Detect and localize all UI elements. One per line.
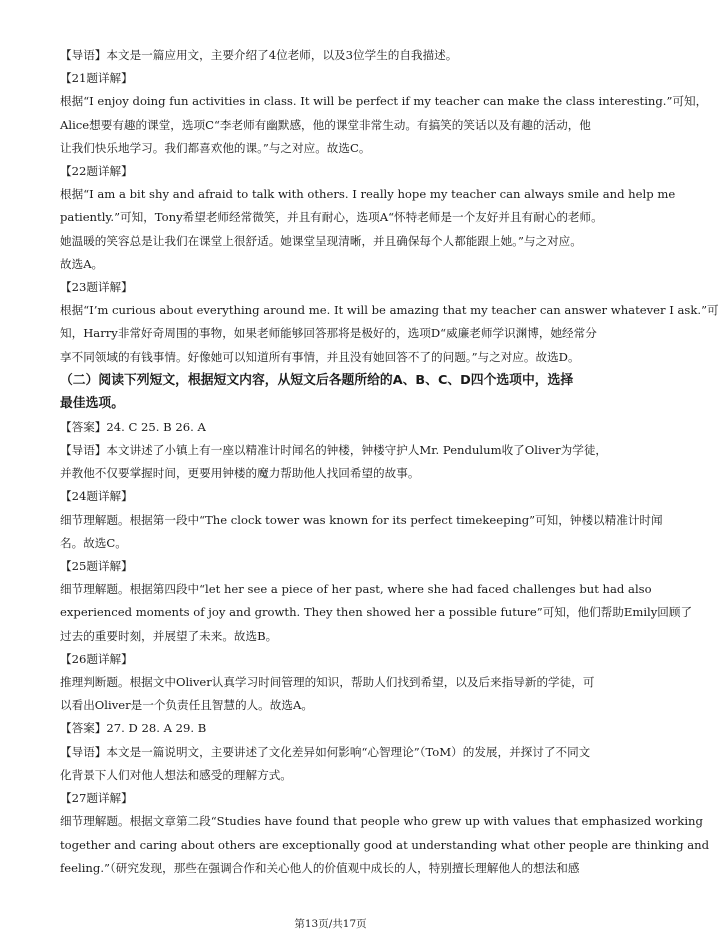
text-line: 故选A。 bbox=[60, 256, 104, 271]
page-footer: 第13页/共17页 bbox=[294, 918, 367, 930]
text-line: 【答案】27. D 28. A 29. B bbox=[60, 721, 207, 736]
text-line: 【答案】24. C 25. B 26. A bbox=[60, 419, 206, 434]
text-line: 让我们快乐地学习。我们都喜欢他的课。”与之对应。故选C。 bbox=[60, 140, 371, 155]
text-line: 【导语】本文是一篇说明文，主要讲述了文化差异如何影响“心智理论”（ToM）的发展，并探讨了不同文 bbox=[60, 744, 591, 759]
text-line: together and caring about others are exceptionally good at understanding what other people are thinking and bbox=[60, 837, 710, 852]
text-line: patiently.”可知，Tony希望老师经常微笑，并且有耐心，选项A“怀特老师是一个友好并且有耐心的老师。 bbox=[60, 210, 603, 225]
text-line: Alice想要有趣的课堂，选项C“李老师有幽默感，他的课堂非常生动。有搞笑的笑话以及有趣的活动，他 bbox=[60, 117, 591, 132]
document-page bbox=[60, 44, 719, 880]
text-line: experienced moments of joy and growth. They then showed her a possible future”可知，他们帮助Emily回顾了 bbox=[60, 605, 693, 620]
text-line: feeling.”（研究发现，那些在强调合作和关心他人的价值观中成长的人，特别擅长理解他人的想法和感 bbox=[60, 860, 580, 875]
text-line: 【导语】本文讲述了小镇上有一座以精准计时闻名的钟楼，钟楼守护人Mr. Pendulum收了Oliver为学徒， bbox=[60, 443, 608, 458]
text-line: 她温暖的笑容总是让我们在课堂上很舒适。她课堂呈现清晰，并且确保每个人都能跟上她。”与之对应。 bbox=[60, 233, 582, 248]
text-line: 细节理解题。根据第一段中“The clock tower was known for its perfect timekeeping”可知，钟楼以精准计时闻 bbox=[60, 512, 663, 527]
text-line: 【23题详解】 bbox=[60, 280, 133, 295]
text-line: 【26题详解】 bbox=[60, 651, 133, 666]
text-line: 根据“I enjoy doing fun activities in class. It will be perfect if my teacher can make the class interesting.”可知， bbox=[60, 94, 708, 109]
text-line: 过去的重要时刻，并展望了未来。故选B。 bbox=[60, 628, 278, 643]
text-line: 【24题详解】 bbox=[60, 489, 133, 504]
text-line: 【27题详解】 bbox=[60, 791, 133, 806]
text-line: 【25题详解】 bbox=[60, 559, 133, 574]
text-line: 细节理解题。根据文章第二段“Studies have found that people who grew up with values that emphasized working bbox=[60, 814, 703, 829]
text-line: 推理判断题。根据文中Oliver认真学习时间管理的知识，帮助人们找到希望，以及后来指导新的学徒，可 bbox=[60, 675, 595, 690]
text-line: 化背景下人们对他人想法和感受的理解方式。 bbox=[60, 767, 292, 782]
text-line: 根据“I am a bit shy and afraid to talk with others. I really hope my teacher can always smile and help me bbox=[60, 187, 676, 202]
text-line: 享不同领域的有钱事情。好像她可以知道所有事情，并且没有她回答不了的问题。”与之对应。故选D。 bbox=[60, 349, 580, 364]
text-line: 细节理解题。根据第四段中“let her see a piece of her past, where she had faced challenges but had also bbox=[60, 582, 652, 597]
text-line: 根据“I’m curious about everything around me. It will be amazing that my teacher can answer whatever I ask.”可 bbox=[60, 303, 719, 318]
text-line: 名。故选C。 bbox=[60, 535, 127, 550]
text-line: 【21题详解】 bbox=[60, 71, 133, 86]
section-heading: （二）阅读下列短文，根据短文内容，从短文后各题所给的A、B、C、D四个选项中，选择 bbox=[60, 372, 574, 388]
text-line: 并教他不仅要掌握时间，更要用钟楼的魔力帮助他人找回希望的故事。 bbox=[60, 466, 420, 481]
text-line: 【导语】本文是一篇应用文，主要介绍了4位老师，以及3位学生的自我描述。 bbox=[60, 48, 458, 62]
text-line: 【22题详解】 bbox=[60, 164, 133, 179]
text-line: 知，Harry非常好奇周围的事物，如果老师能够回答那将是极好的，选项D“威廉老师学识渊博，她经常分 bbox=[60, 326, 597, 341]
text-line: 以看出Oliver是一个负责任且智慧的人。故选A。 bbox=[60, 698, 313, 713]
section-heading: 最佳选项。 bbox=[60, 396, 124, 412]
